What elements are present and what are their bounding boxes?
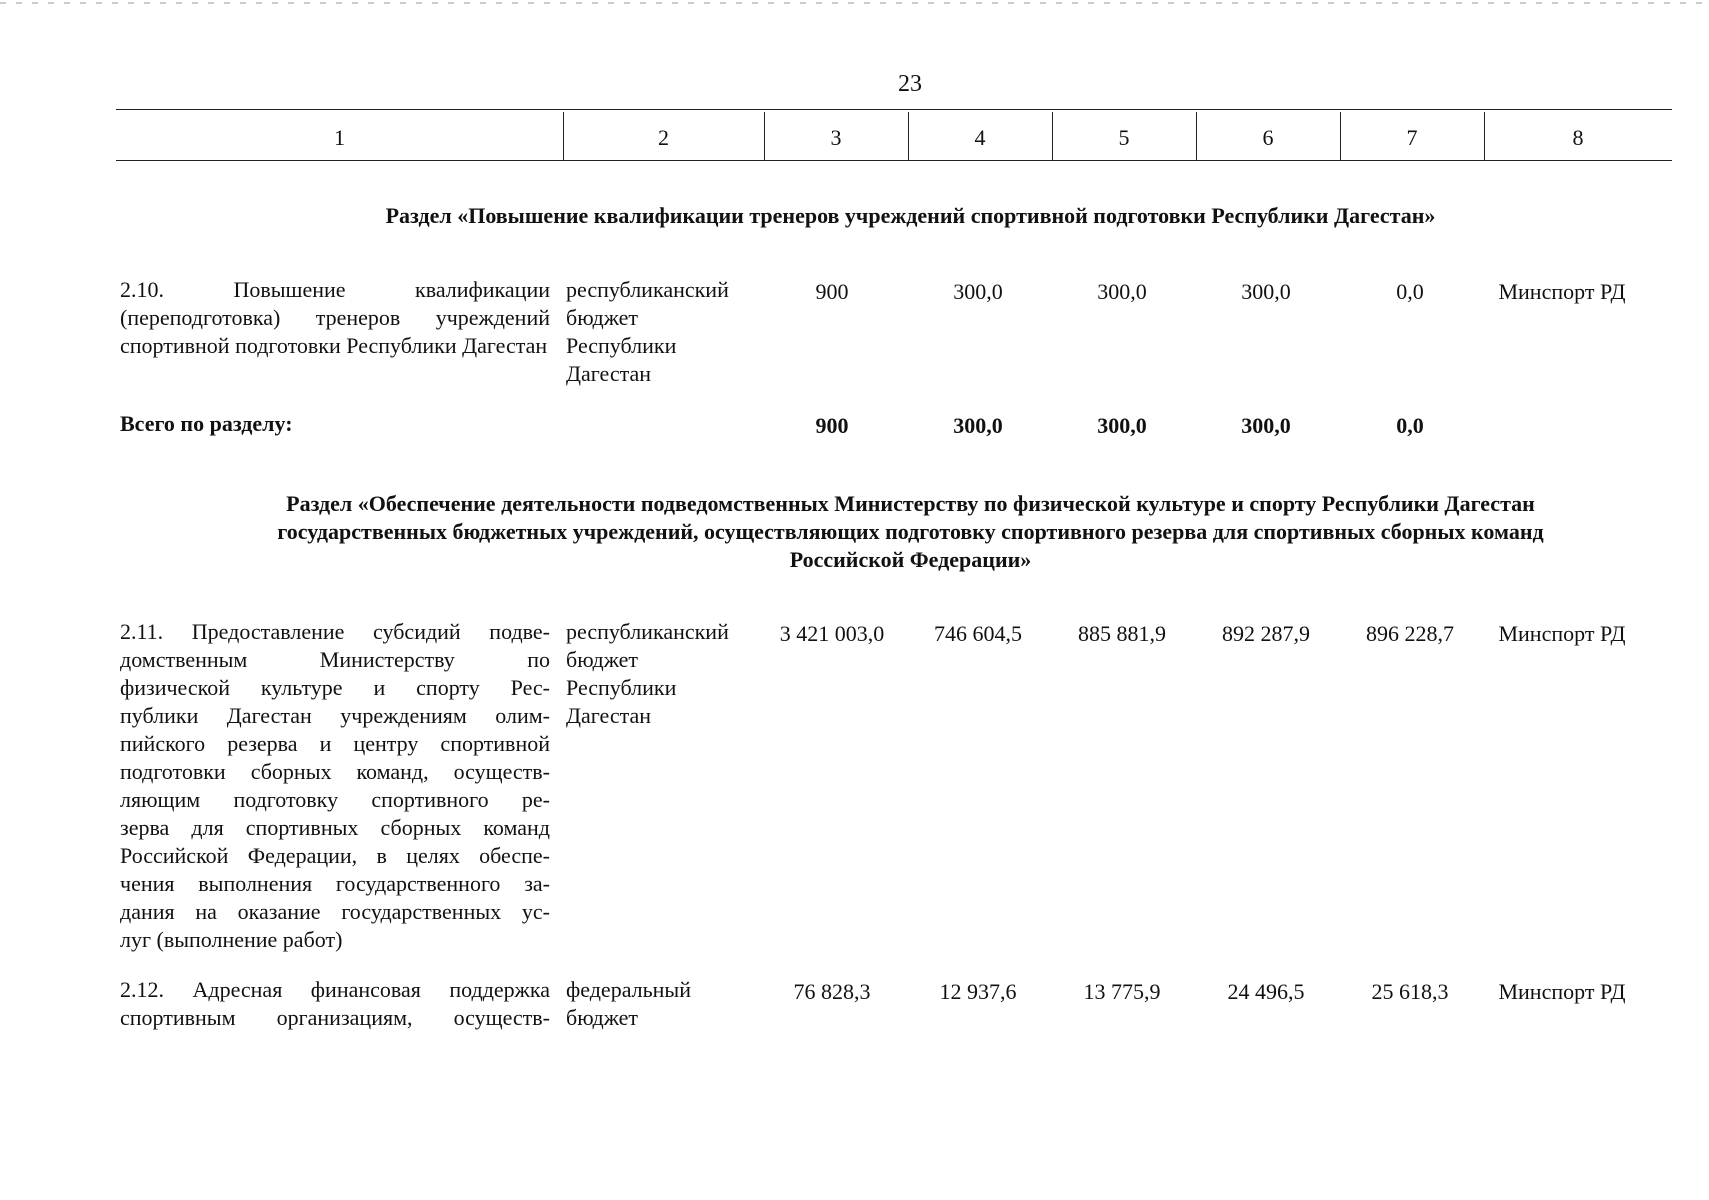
header-col-1: 1: [334, 125, 345, 150]
header-bottom-rule: [116, 160, 1672, 161]
description-line: публики Дагестан учреждениям олим-: [120, 703, 550, 728]
row-source: [566, 618, 756, 730]
total-col-5: 300,0: [1097, 413, 1147, 438]
description-line: физической культуре и спорту Рес-: [120, 675, 550, 700]
section-title: [116, 490, 1705, 574]
value-col-3: 900: [815, 279, 849, 304]
header-top-rule: [116, 109, 1672, 110]
header-col-6: 6: [1262, 125, 1274, 150]
description-line: 2.12. Адресная финансовая поддержка: [120, 977, 550, 1002]
value-col-6: 24 496,5: [1227, 979, 1305, 1004]
value-col-4: 746 604,5: [934, 621, 1022, 646]
description-line: спортивным организациям, осуществ-: [120, 1005, 550, 1030]
description-line: подготовки сборных команд, осуществ-: [120, 759, 550, 784]
row-source: [566, 976, 756, 1032]
source-line: республиканский: [566, 277, 729, 302]
row-description: [120, 276, 550, 360]
total-col-4: 300,0: [953, 413, 1003, 438]
section-total-label: Всего по разделу:: [120, 411, 293, 436]
source-line: федеральный: [566, 977, 691, 1002]
description-line: дания на оказание государственных ус-: [120, 899, 550, 924]
row-source: [566, 276, 756, 388]
value-col-5: 885 881,9: [1078, 621, 1166, 646]
value-col-7: 25 618,3: [1371, 979, 1449, 1004]
value-col-3: 76 828,3: [793, 979, 871, 1004]
value-col-3: 3 421 003,0: [779, 621, 885, 646]
section-title-line: Российской Федерации»: [789, 547, 1032, 572]
value-col-5: 13 775,9: [1083, 979, 1161, 1004]
description-line: пийского резерва и центру спортивной: [120, 731, 550, 756]
source-line: Дагестан: [566, 703, 652, 728]
source-line: республиканский: [566, 619, 729, 644]
row-executor: Минспорт РД: [1498, 979, 1626, 1004]
total-col-3: 900: [815, 413, 849, 438]
description-line: 2.11. Предоставление субсидий подве-: [120, 619, 550, 644]
description-line: чения выполнения государственного за-: [120, 871, 550, 896]
value-col-5: 300,0: [1097, 279, 1147, 304]
source-line: бюджет: [566, 1005, 638, 1030]
description-line: Российской Федерации, в целях обеспе-: [120, 843, 550, 868]
value-col-6: 892 287,9: [1222, 621, 1310, 646]
header-col-4: 4: [974, 125, 986, 150]
header-col-8: 8: [1572, 125, 1584, 150]
description-line: луг (выполнение работ): [120, 927, 343, 952]
row-description: [120, 976, 550, 1032]
row-executor: Минспорт РД: [1498, 621, 1626, 646]
header-col-7: 7: [1406, 125, 1418, 150]
total-col-6: 300,0: [1241, 413, 1291, 438]
header-col-2: 2: [658, 125, 669, 150]
value-col-6: 300,0: [1241, 279, 1291, 304]
row-executor: Минспорт РД: [1498, 279, 1626, 304]
row-description-text: 2.10. Повышение квалификации (переподготовка) тренеров учреждений спортивной подготовки Республики Дагестан: [120, 277, 550, 358]
header-col-3: 3: [830, 125, 842, 150]
total-col-7: 0,0: [1396, 413, 1424, 438]
source-line: Республики: [566, 333, 677, 358]
description-line: ляющим подготовку спортивного ре-: [120, 787, 550, 812]
source-line: бюджет: [566, 305, 638, 330]
row-description: [120, 618, 550, 954]
value-col-7: 0,0: [1396, 279, 1424, 304]
description-line: зерва для спортивных сборных команд: [120, 815, 550, 840]
source-line: Республики: [566, 675, 677, 700]
scan-artifact: [0, 2, 1709, 6]
page-number: 23: [898, 71, 922, 97]
section-title-line: Раздел «Обеспечение деятельности подведомственных Министерству по физической культуре и спорту Республики Дагестан: [286, 491, 1535, 516]
value-col-4: 12 937,6: [939, 979, 1017, 1004]
value-col-7: 896 228,7: [1366, 621, 1454, 646]
header-col-5: 5: [1118, 125, 1130, 150]
section-title-line: государственных бюджетных учреждений, осуществляющих подготовку спортивного резерва для спортивных сборных команд: [277, 519, 1544, 544]
value-col-4: 300,0: [953, 279, 1003, 304]
description-line: домственным Министерству по: [120, 647, 550, 672]
source-line: Дагестан: [566, 361, 652, 386]
section-title: Раздел «Повышение квалификации тренеров учреждений спортивной подготовки Республики Дагестан»: [385, 203, 1436, 228]
source-line: бюджет: [566, 647, 638, 672]
